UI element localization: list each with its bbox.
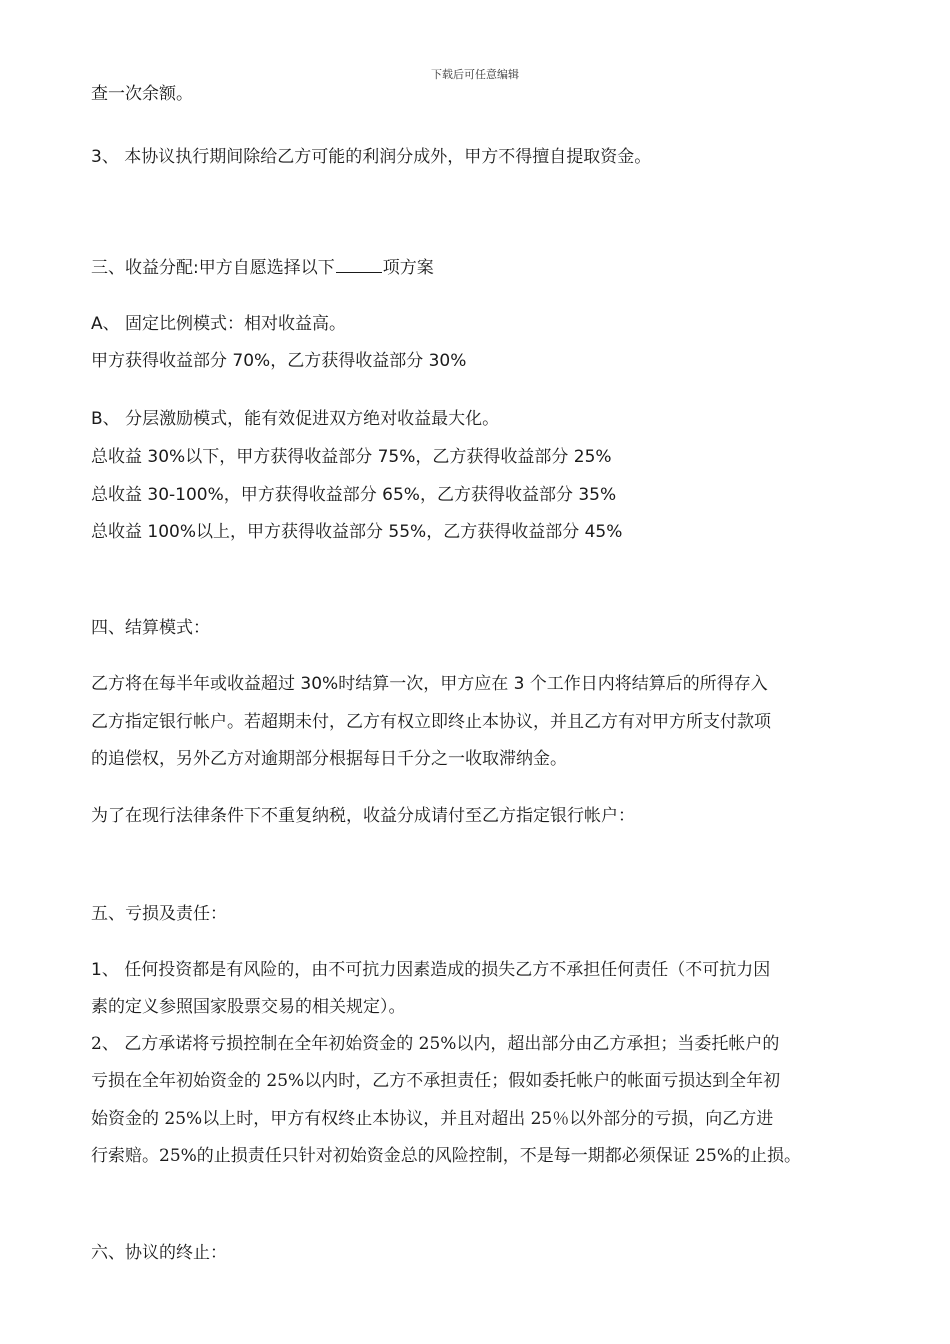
section3-heading-after: 项方案 [382, 258, 434, 278]
section3-heading-before: 三、收益分配:甲方自愿选择以下 [91, 258, 335, 278]
section5-item2-line-4: 行索赔。25%的止损责任只针对初始资金总的风险控制，不是每一期都必须保证 25%的止损。 [91, 1146, 801, 1166]
section3-heading [91, 256, 434, 279]
page-header-note: 下载后可任意编辑 [431, 68, 519, 81]
option-b-title: B、 分层激励模式，能有效促进双方绝对收益最大化。 [91, 409, 500, 429]
section6-heading: 六、协议的终止： [91, 1243, 227, 1263]
option-b-line-2: 总收益 30-100%，甲方获得收益部分 65%，乙方获得收益部分 35% [91, 485, 617, 505]
option-b-line-1: 总收益 30%以下，甲方获得收益部分 75%，乙方获得收益部分 25% [91, 447, 612, 467]
section5-item2-line-2: 亏损在全年初始资金的 25%以内时，乙方不承担责任；假如委托帐户的帐面亏损达到全年初 [91, 1071, 781, 1091]
option-b-line-3: 总收益 100%以上，甲方获得收益部分 55%，乙方获得收益部分 45% [91, 522, 623, 542]
section2-item3: 3、 本协议执行期间除给乙方可能的利润分成外，甲方不得擅自提取资金。 [91, 147, 652, 167]
section4-p1-line-3: 的追偿权，另外乙方对逾期部分根据每日千分之一收取滞纳金。 [91, 749, 567, 769]
section4-p1-line-2: 乙方指定银行帐户。若超期未付，乙方有权立即终止本协议，并且乙方有对甲方所支付款项 [91, 712, 771, 732]
choice-blank [336, 256, 382, 273]
section5-item1-line-2: 素的定义参照国家股票交易的相关规定）。 [91, 997, 406, 1017]
section4-heading: 四、结算模式： [91, 618, 210, 638]
section5-heading: 五、亏损及责任： [91, 904, 227, 924]
section4-p1-line-1: 乙方将在每半年或收益超过 30%时结算一次，甲方应在 3 个工作日内将结算后的所得存入 [91, 674, 768, 694]
section5-item2-line-3: 始资金的 25%以上时，甲方有权终止本协议，并且对超出 25％以外部分的亏损，向乙方进 [91, 1109, 774, 1129]
section4-p2: 为了在现行法律条件下不重复纳税，收益分成请付至乙方指定银行帐户： [91, 806, 635, 826]
option-a-title: A、 固定比例模式：相对收益高。 [91, 314, 347, 334]
section5-item2-line-1: 2、 乙方承诺将亏损控制在全年初始资金的 25%以内，超出部分由乙方承担；当委托帐户的 [91, 1034, 780, 1054]
section5-item1-line-1: 1、 任何投资都是有风险的，由不可抗力因素造成的损失乙方不承担任何责任（不可抗力因 [91, 960, 771, 980]
section2-tail-line: 查一次余额。 [91, 84, 193, 104]
option-a-line: 甲方获得收益部分 70%，乙方获得收益部分 30% [91, 351, 467, 371]
